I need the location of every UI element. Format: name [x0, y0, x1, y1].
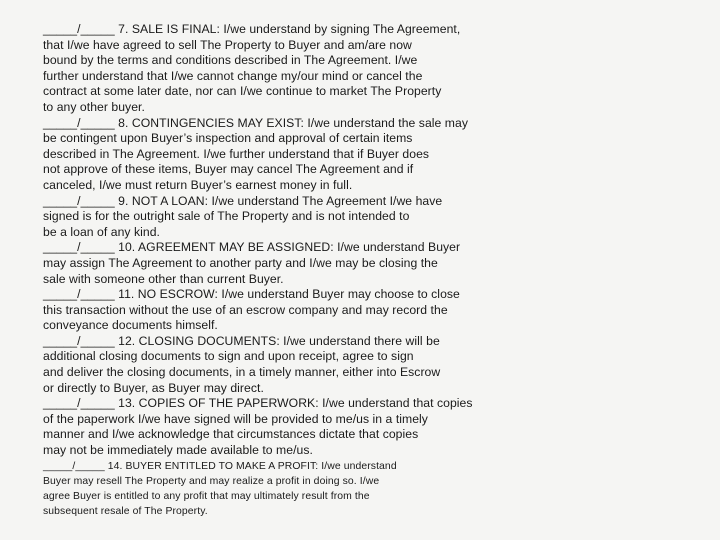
clause-text-line: not approve of these items, Buyer may cancel The Agreement and if: [43, 162, 414, 177]
clause-text-line: or directly to Buyer, as Buyer may direct.: [43, 380, 264, 395]
clause-14: [43, 459, 703, 519]
clause-heading-line: _____/_____ 11. NO ESCROW: I/we understand Buyer may choose to close: [43, 287, 460, 302]
clause-heading-line: _____/_____ 13. COPIES OF THE PAPERWORK: I/we understand that copies: [43, 396, 473, 411]
clause-text-line: signed is for the outright sale of The Property and is not intended to: [43, 209, 410, 224]
clause-text-line: contract at some later date, nor can I/we continue to market The Property: [43, 84, 442, 99]
clause-text-line: canceled, I/we must return Buyer’s earnest money in full.: [43, 177, 353, 192]
clause-heading-line: _____/_____ 12. CLOSING DOCUMENTS: I/we understand there will be: [43, 333, 440, 348]
clause-text-line: Buyer may resell The Property and may realize a profit in doing so. I/we: [43, 475, 380, 487]
clause-text-line: may not be immediately made available to me/us.: [43, 443, 313, 458]
clause-heading-line: _____/_____ 14. BUYER ENTITLED TO MAKE A PROFIT: I/we understand: [43, 460, 397, 472]
clause-heading-line: _____/_____ 9. NOT A LOAN: I/we understand The Agreement I/we have: [43, 193, 443, 208]
clause-text-line: bound by the terms and conditions described in The Agreement. I/we: [43, 53, 418, 68]
clause-text-line: may assign The Agreement to another party and I/we may be closing the: [43, 255, 438, 270]
clause-text-line: manner and I/we acknowledge that circumstances dictate that copies: [43, 427, 419, 442]
clause-text-line: and deliver the closing documents, in a timely manner, either into Escrow: [43, 365, 441, 380]
clause-12: [43, 334, 703, 396]
clause-9: [43, 194, 703, 241]
clause-text-line: subsequent resale of The Property.: [43, 505, 208, 517]
clause-heading-line: _____/_____ 7. SALE IS FINAL: I/we understand by signing The Agreement,: [43, 22, 461, 36]
clause-text-line: be a loan of any kind.: [43, 224, 160, 239]
clause-7: [43, 22, 703, 116]
clause-heading-line: _____/_____ 10. AGREEMENT MAY BE ASSIGNED: I/we understand Buyer: [43, 240, 461, 255]
clause-13: [43, 396, 703, 458]
clause-text-line: sale with someone other than current Buyer.: [43, 271, 284, 286]
clause-text-line: conveyance documents himself.: [43, 318, 218, 333]
agreement-document: [43, 22, 703, 519]
clause-text-line: this transaction without the use of an escrow company and may record the: [43, 302, 448, 317]
clause-text-line: of the paperwork I/we have signed will be provided to me/us in a timely: [43, 411, 428, 426]
clause-text-line: to any other buyer.: [43, 99, 145, 114]
clause-heading-line: _____/_____ 8. CONTINGENCIES MAY EXIST: I/we understand the sale may: [43, 115, 468, 130]
clause-text-line: described in The Agreement. I/we further understand that if Buyer does: [43, 146, 430, 161]
clause-text-line: further understand that I/we cannot change my/our mind or cancel the: [43, 68, 423, 83]
clause-8: [43, 116, 703, 194]
clause-text-line: be contingent upon Buyer’s inspection and approval of certain items: [43, 131, 413, 146]
clause-10: [43, 240, 703, 287]
clause-text-line: additional closing documents to sign and upon receipt, agree to sign: [43, 349, 414, 364]
clause-11: [43, 287, 703, 334]
clause-text-line: agree Buyer is entitled to any profit that may ultimately result from the: [43, 490, 370, 502]
clause-text-line: that I/we have agreed to sell The Property to Buyer and am/are now: [43, 37, 412, 52]
